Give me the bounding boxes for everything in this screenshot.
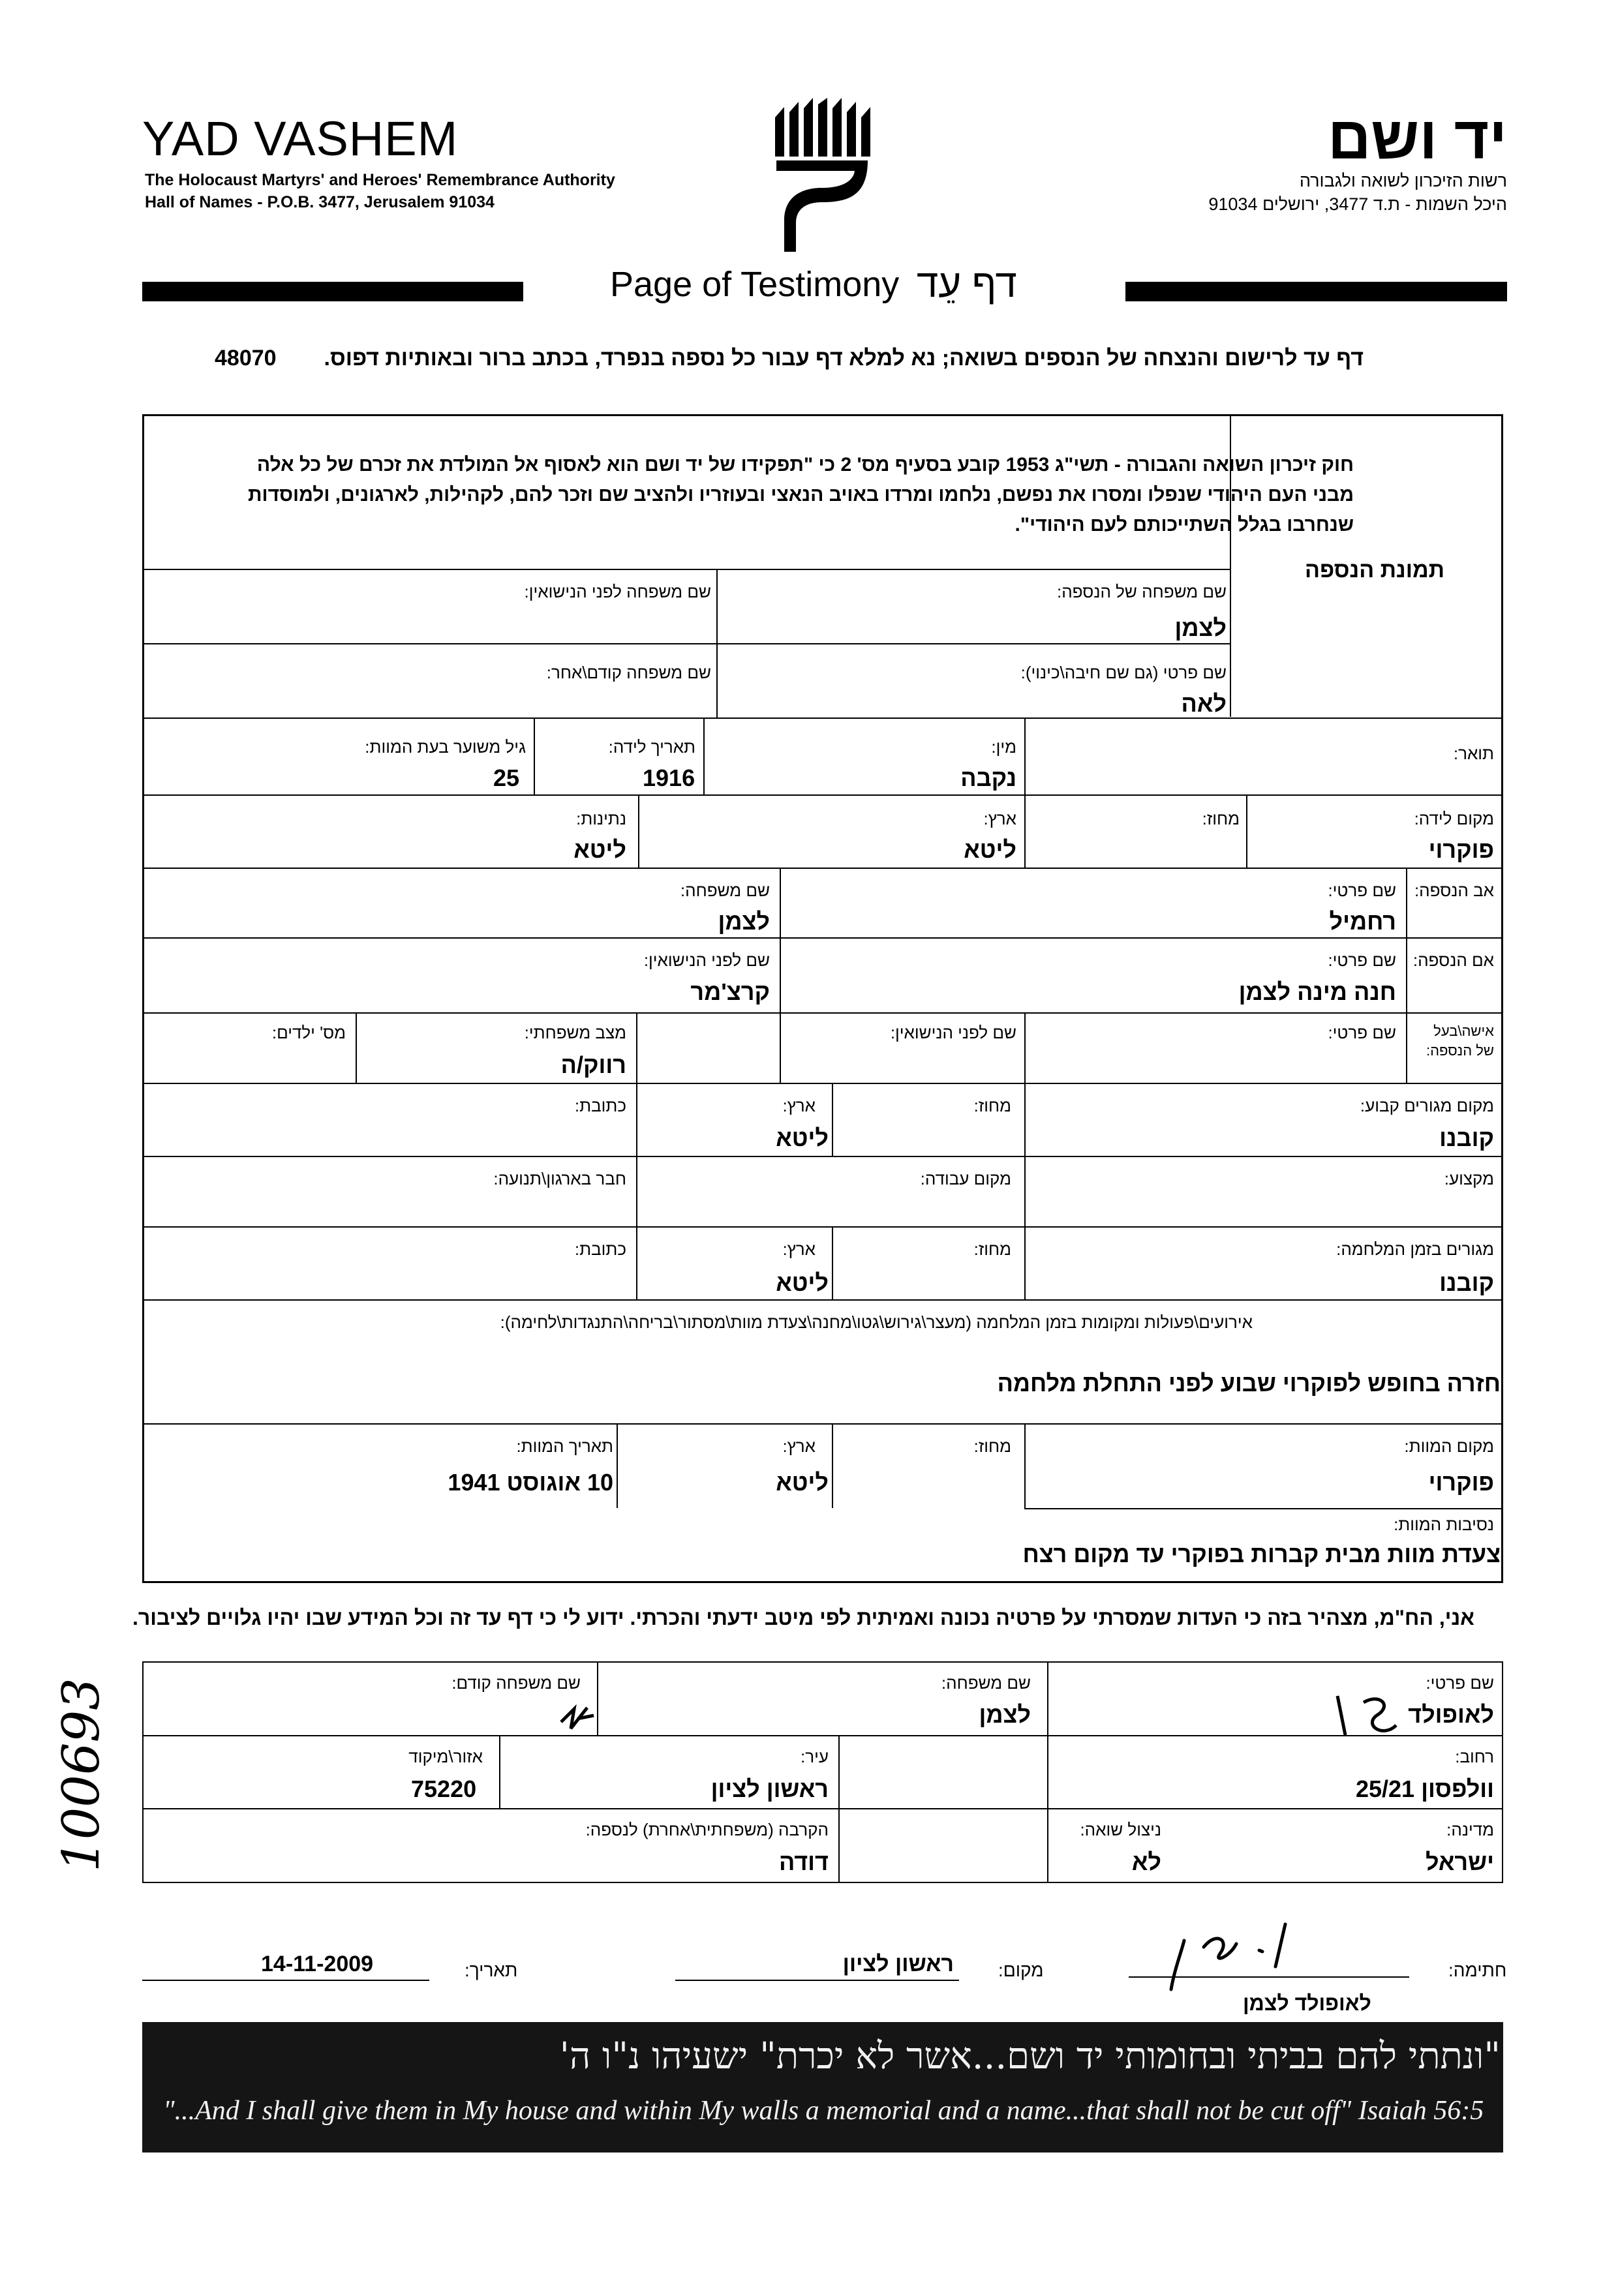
victim-first-name-value: לאה bbox=[1181, 690, 1227, 717]
handwritten-scribble-icon bbox=[558, 1702, 597, 1732]
mother-first-name-value: חנה מינה לצמן bbox=[1238, 978, 1396, 1005]
death-circumstances-label: נסיבות המוות: bbox=[1394, 1515, 1494, 1534]
war-country-label: ארץ: bbox=[782, 1239, 816, 1259]
law-paragraph: חוק זיכרון השואה והגבורה - תשי"ג 1953 קובע בסעיף מס' 2 כי "תפקידו של יד ושם הוא לאסוף אל המולדת את זכרם של כל אלה מבני העם היהודי שנפלו ומסרו את נפשם, נלחמו ומרדו באויב הנאצי ובעוזריו ולהציב שם וזכר להם, לקהילות, לארגונים, ולמוסדות שנחרבו בגלל השתייכותם לעם היהודי". bbox=[248, 454, 1354, 536]
mother-first-name-label: שם פרטי: bbox=[1328, 950, 1396, 970]
death-date-value: 10 אוגוסט 1941 bbox=[448, 1469, 613, 1496]
work-place-label: מקום עבודה: bbox=[920, 1169, 1011, 1188]
mother-maiden-value: קרצ'מר bbox=[690, 978, 770, 1005]
submitter-last-name-value: לצמן bbox=[979, 1701, 1031, 1728]
footer-quote-he: "ונתתי להם בביתי ובחומותי יד ושם...אשר לא יכרת" ישעיהו נ"ו ה' bbox=[559, 2035, 1501, 2077]
birth-country-value: ליטא bbox=[964, 836, 1016, 863]
signature-printed-name: לאופולד לצמן bbox=[1243, 1991, 1371, 2015]
submitter-street-value: וולפסון 25/21 bbox=[1355, 1775, 1494, 1802]
birth-place-value: פוקרוי bbox=[1428, 836, 1494, 863]
grid-line bbox=[142, 718, 1503, 719]
victim-last-name-label: שם משפחה של הנספה: bbox=[1056, 582, 1227, 601]
yad-vashem-logo-icon bbox=[770, 98, 874, 254]
header-divider-left bbox=[142, 282, 523, 301]
grid-line bbox=[142, 1423, 1503, 1425]
perm-residence-value: קובנו bbox=[1439, 1125, 1494, 1151]
spouse-section-label-2: של הנספה: bbox=[1426, 1042, 1494, 1059]
grid-line bbox=[1024, 1012, 1026, 1083]
survivor-label: ניצול שואה: bbox=[1080, 1820, 1161, 1839]
header-divider-right bbox=[1125, 282, 1507, 301]
birth-district-label: מחוז: bbox=[1202, 809, 1240, 828]
grid-line bbox=[356, 1012, 357, 1083]
grid-line bbox=[142, 1156, 1503, 1157]
date-line bbox=[142, 1980, 429, 1981]
signature-label: חתימה: bbox=[1448, 1960, 1507, 1980]
father-section-label: אב הנספה: bbox=[1414, 881, 1494, 900]
declaration-text: אני, הח"מ, מצהיר בזה כי העדות שמסרתי על פרטיה נכונה ואמיתית לפי מיטב ידעתי והכרתי. ידוע לי כי דף עד זה וכל המידע שבו יהיו גלויים לציבור. bbox=[132, 1606, 1474, 1629]
marital-status-value: רווק/ה bbox=[560, 1051, 626, 1078]
victim-gender-label: מין: bbox=[991, 737, 1016, 757]
org-member-label: חבר בארגון\תנועה: bbox=[493, 1169, 626, 1188]
grid-line bbox=[597, 1661, 598, 1735]
grid-line bbox=[1024, 718, 1026, 794]
nationality-value: ליטא bbox=[573, 836, 626, 863]
grid-line bbox=[499, 1735, 500, 1808]
grid-line bbox=[142, 794, 1503, 796]
war-residence-label: מגורים בזמן המלחמה: bbox=[1336, 1239, 1494, 1259]
submitter-zip-label: אזור\מיקוד bbox=[408, 1747, 483, 1766]
submitter-country-label: מדינה: bbox=[1446, 1820, 1494, 1839]
grid-line bbox=[1502, 1661, 1503, 1883]
grid-line bbox=[1024, 1083, 1026, 1299]
marital-status-label: מצב משפחתי: bbox=[524, 1023, 626, 1042]
grid-line bbox=[142, 1735, 1503, 1736]
death-place-value: פוקרוי bbox=[1428, 1469, 1494, 1496]
grid-line bbox=[142, 569, 1230, 570]
grid-line bbox=[1047, 1661, 1048, 1883]
submitter-prev-name-label: שם משפחה קודם: bbox=[451, 1673, 581, 1693]
victim-first-name-label: שם פרטי (גם שם חיבה\כינוי): bbox=[1020, 663, 1227, 682]
birth-country-label: ארץ: bbox=[983, 809, 1016, 828]
grid-line bbox=[832, 1423, 833, 1508]
date-value: 14-11-2009 bbox=[261, 1952, 374, 1976]
submitter-country-value: ישראל bbox=[1425, 1849, 1494, 1875]
father-last-name-label: שם משפחה: bbox=[680, 881, 770, 900]
war-district-label: מחוז: bbox=[973, 1239, 1011, 1259]
victim-age-value: 25 bbox=[493, 764, 520, 791]
spouse-maiden-label: שם לפני הנישואין: bbox=[890, 1023, 1016, 1042]
submitter-zip-value: 75220 bbox=[411, 1775, 477, 1802]
margin-handwritten-number: 100693 bbox=[52, 1678, 111, 1872]
place-line bbox=[675, 1980, 959, 1981]
death-circumstances-value: צעדת מוות מבית קברות בפוקרי עד מקום רצח bbox=[1022, 1541, 1501, 1567]
war-events-value: חזרה בחופש לפוקרוי שבוע לפני התחלת מלחמה bbox=[997, 1370, 1501, 1397]
submitter-first-name-label: שם פרטי: bbox=[1426, 1673, 1494, 1693]
submitter-street-label: רחוב: bbox=[1455, 1747, 1494, 1766]
victim-birth-date-label: תאריך לידה: bbox=[608, 737, 695, 757]
war-country-value: ליטא bbox=[776, 1269, 829, 1296]
grid-line bbox=[142, 1299, 1503, 1301]
grid-line bbox=[617, 1423, 618, 1508]
grid-line bbox=[838, 1808, 840, 1882]
spouse-first-name-label: שם פרטי: bbox=[1328, 1023, 1396, 1042]
date-label: תאריך: bbox=[465, 1960, 518, 1980]
death-place-label: מקום המוות: bbox=[1404, 1436, 1494, 1456]
victim-age-label: גיל משוער בעת המוות: bbox=[365, 737, 526, 757]
grid-line bbox=[780, 868, 781, 1083]
war-residence-value: קובנו bbox=[1439, 1269, 1494, 1296]
children-count-label: מס' ילדים: bbox=[271, 1023, 346, 1042]
submitter-first-name-value: לאופולד bbox=[1408, 1701, 1494, 1728]
victim-last-name-value: לצמן bbox=[1174, 614, 1227, 641]
grid-line bbox=[832, 1083, 833, 1156]
victim-title-label: תואר: bbox=[1453, 744, 1494, 763]
victim-photo-label: תמונת הנספה bbox=[1305, 558, 1445, 582]
form-number: 48070 bbox=[215, 346, 277, 370]
org-name-he: יד ושם bbox=[1328, 105, 1507, 172]
survivor-value: לא bbox=[1131, 1849, 1161, 1875]
grid-line bbox=[703, 718, 705, 794]
grid-line bbox=[142, 1582, 1503, 1583]
father-first-name-value: רחמיל bbox=[1329, 908, 1396, 935]
grid-line bbox=[838, 1735, 840, 1808]
death-district-label: מחוז: bbox=[973, 1436, 1011, 1456]
grid-line bbox=[142, 1012, 1503, 1014]
nationality-label: נתינות: bbox=[576, 809, 626, 828]
perm-address-label: כתובת: bbox=[574, 1096, 626, 1115]
death-date-label: תאריך המוות: bbox=[516, 1436, 613, 1456]
death-country-label: ארץ: bbox=[782, 1436, 816, 1456]
grid-line bbox=[1024, 1508, 1503, 1509]
death-country-value: ליטא bbox=[776, 1469, 829, 1496]
perm-country-label: ארץ: bbox=[782, 1096, 816, 1115]
grid-line bbox=[142, 643, 1230, 644]
page-title-he: דף עֵד bbox=[917, 262, 1017, 305]
grid-line bbox=[142, 1083, 1503, 1084]
relation-value: דודה bbox=[778, 1849, 829, 1875]
grid-line bbox=[142, 1226, 1503, 1228]
grid-line bbox=[1024, 794, 1026, 868]
profession-label: מקצוע: bbox=[1444, 1169, 1494, 1188]
grid-line bbox=[142, 1661, 144, 1883]
org-name-en: YAD VASHEM bbox=[142, 112, 459, 166]
grid-line bbox=[142, 1661, 1503, 1663]
grid-line bbox=[636, 1083, 637, 1299]
org-subtitle-en-1: The Holocaust Martyrs' and Heroes' Remembrance Authority bbox=[145, 171, 615, 189]
submitter-city-label: עיר: bbox=[801, 1747, 829, 1766]
relation-label: הקרבה (משפחתית\אחרת) לנספה: bbox=[585, 1820, 829, 1839]
victim-birth-date-value: 1916 bbox=[643, 764, 695, 791]
father-last-name-value: לצמן bbox=[718, 908, 770, 935]
org-subtitle-he-1: רשות הזיכרון לשואה ולגבורה bbox=[1299, 171, 1507, 190]
grid-line bbox=[638, 794, 639, 868]
submitter-city-value: ראשון לציון bbox=[710, 1775, 829, 1802]
instruction-text: דף עד לרישום והנצחה של הנספים בשואה; נא למלא דף עבור כל נספה בנפרד, בכתב ברור ובאותיות דפוס. bbox=[324, 346, 1364, 370]
grid-line bbox=[534, 718, 535, 794]
grid-line bbox=[1246, 794, 1247, 868]
perm-district-label: מחוז: bbox=[973, 1096, 1011, 1115]
victim-gender-value: נקבה bbox=[960, 764, 1016, 791]
grid-line bbox=[142, 1808, 1503, 1809]
grid-line bbox=[1024, 1423, 1026, 1508]
place-label: מקום: bbox=[998, 1960, 1044, 1980]
grid-line bbox=[142, 868, 1503, 869]
victim-prev-name-label: שם משפחה קודם\אחר: bbox=[546, 663, 711, 682]
page-title-en: Page of Testimony bbox=[610, 265, 900, 304]
grid-line bbox=[636, 1012, 637, 1083]
org-subtitle-en-2: Hall of Names - P.O.B. 3477, Jerusalem 91034 bbox=[145, 193, 495, 211]
mother-section-label: אם הנספה: bbox=[1412, 950, 1494, 970]
signature-scribble-icon bbox=[1145, 1918, 1315, 1996]
grid-line bbox=[832, 1226, 833, 1299]
place-value: ראשון לציון bbox=[842, 1952, 954, 1976]
org-subtitle-he-2: היכל השמות - ת.ד 3477, ירושלים 91034 bbox=[1208, 194, 1507, 214]
grid-line bbox=[142, 937, 1503, 939]
submitter-last-name-label: שם משפחה: bbox=[941, 1673, 1031, 1693]
perm-residence-label: מקום מגורים קבוע: bbox=[1360, 1096, 1494, 1115]
war-events-label: אירועים\פעולות ומקומות בזמן המלחמה (מעצר\גירוש\גטו\מחנה\צעדת מוות\מסתור\בריחה\התנגדות\לחימה): bbox=[500, 1312, 1253, 1332]
footer-quote-en: "...And I shall give them in My house and within My walls a memorial and a name...that shall not be cut off" Isaiah 56:5 bbox=[163, 2096, 1484, 2126]
war-address-label: כתובת: bbox=[574, 1239, 626, 1259]
spouse-section-label-1: אישה\בעל bbox=[1433, 1023, 1494, 1039]
birth-place-label: מקום לידה: bbox=[1414, 809, 1494, 828]
perm-country-value: ליטא bbox=[776, 1125, 829, 1151]
father-first-name-label: שם פרטי: bbox=[1328, 881, 1396, 900]
mother-maiden-label: שם לפני הנישואין: bbox=[643, 950, 770, 970]
victim-maiden-name-label: שם משפחה לפני הנישואין: bbox=[524, 582, 711, 601]
handwritten-mark-icon bbox=[1331, 1689, 1409, 1742]
grid-line bbox=[1406, 868, 1407, 1083]
grid-line bbox=[142, 1882, 1503, 1883]
